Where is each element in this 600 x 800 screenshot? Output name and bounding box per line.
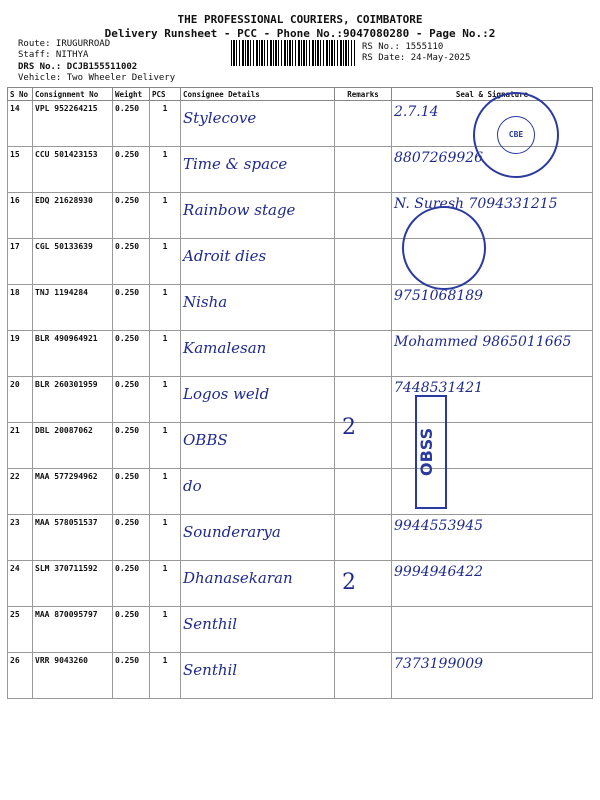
row-weight: 0.250: [113, 101, 150, 147]
row-sno: 16: [8, 193, 33, 239]
row-sno: 26: [8, 653, 33, 699]
row-weight: 0.250: [113, 147, 150, 193]
row-pcs: 1: [150, 653, 181, 699]
col-pcs: PCS: [150, 88, 181, 101]
row-sno: 21: [8, 423, 33, 469]
row-pcs: 1: [150, 423, 181, 469]
row-consignee: OBBS: [181, 423, 335, 469]
row-signature: N. Suresh 7094331215: [392, 193, 593, 239]
row-consignee: Senthil: [181, 653, 335, 699]
row-weight: 0.250: [113, 331, 150, 377]
barcode-image: [231, 40, 355, 66]
row-remarks: [335, 515, 392, 561]
row-weight: 0.250: [113, 515, 150, 561]
row-sno: 24: [8, 561, 33, 607]
vehicle-label: Vehicle: Two Wheeler Delivery: [18, 73, 176, 83]
row-sno: 20: [8, 377, 33, 423]
row-signature: 9944553945: [392, 515, 593, 561]
adroit-seal-stamp: [402, 206, 486, 290]
row-consignee: Senthil: [181, 607, 335, 653]
row-pcs: 1: [150, 469, 181, 515]
table-row: [8, 423, 593, 469]
row-pcs: 1: [150, 101, 181, 147]
brace-count: 2: [342, 415, 356, 440]
row-weight: 0.250: [113, 653, 150, 699]
staff-label: Staff: NITHYA: [18, 50, 89, 60]
table-row: [8, 561, 593, 607]
table-row: [8, 377, 593, 423]
row-signature: 7448531421: [392, 377, 593, 423]
row-consignee: Logos weld: [181, 377, 335, 423]
row-consignment-no: SLM 370711592: [33, 561, 113, 607]
row-pcs: 1: [150, 193, 181, 239]
row-remarks: [335, 331, 392, 377]
table-row: [8, 193, 593, 239]
row-consignee: Kamalesan: [181, 331, 335, 377]
row-sno: 22: [8, 469, 33, 515]
row-pcs: 1: [150, 285, 181, 331]
row-consignee: Sounderarya: [181, 515, 335, 561]
row-pcs: 1: [150, 377, 181, 423]
drs-value: DCJB155511002: [66, 62, 138, 72]
row-consignment-no: CCU 501423153: [33, 147, 113, 193]
company-title: THE PROFESSIONAL COURIERS, COIMBATORE: [177, 13, 423, 26]
row-weight: 0.250: [113, 377, 150, 423]
table-row: [8, 239, 593, 285]
row-remarks: [335, 469, 392, 515]
obss-stamp: OBSS: [415, 395, 447, 509]
row-consignment-no: MAA 578051537: [33, 515, 113, 561]
col-consignment: Consignment No: [33, 88, 113, 101]
row-weight: 0.250: [113, 469, 150, 515]
seal-center-text: CBE: [497, 116, 535, 154]
row-consignee: Adroit dies: [181, 239, 335, 285]
row-weight: 0.250: [113, 607, 150, 653]
row-consignee: Stylecove: [181, 101, 335, 147]
table-row: [8, 515, 593, 561]
row-consignment-no: BLR 260301959: [33, 377, 113, 423]
row-pcs: 1: [150, 147, 181, 193]
row-weight: 0.250: [113, 285, 150, 331]
table-row: [8, 331, 593, 377]
row-weight: 0.250: [113, 239, 150, 285]
col-sno: S No: [8, 88, 33, 101]
runsheet-table: [7, 87, 593, 699]
col-seal-signature: Seal & Signature: [392, 88, 593, 101]
row-remarks: [335, 193, 392, 239]
table-row: [8, 469, 593, 515]
row-consignment-no: VRR 9043260: [33, 653, 113, 699]
table-row: [8, 607, 593, 653]
row-sno: 25: [8, 607, 33, 653]
row-consignment-no: MAA 577294962: [33, 469, 113, 515]
row-consignment-no: CGL 50133639: [33, 239, 113, 285]
row-remarks: [335, 239, 392, 285]
row-signature: 9751068189: [392, 285, 593, 331]
row-consignment-no: VPL 952264215: [33, 101, 113, 147]
row-signature: 9994946422: [392, 561, 593, 607]
row-weight: 0.250: [113, 561, 150, 607]
drs-label: DRS No.:: [18, 62, 62, 72]
row-signature: 2.7.14: [392, 101, 593, 147]
col-remarks: Remarks: [335, 88, 392, 101]
row-consignment-no: EDQ 21628930: [33, 193, 113, 239]
runsheet-subtitle: Delivery Runsheet - PCC - Phone No.:9047080280 - Page No.:2: [104, 27, 496, 40]
row-signature: Mohammed 9865011665: [392, 331, 593, 377]
row-signature: 7373199009: [392, 653, 593, 699]
row-pcs: 1: [150, 515, 181, 561]
rs-number: RS No.: 1555110: [362, 42, 444, 52]
row-signature: 8807269926: [392, 147, 593, 193]
row-sno: 23: [8, 515, 33, 561]
row-consignee: do: [181, 469, 335, 515]
row-consignee: Time & space: [181, 147, 335, 193]
remarks-brace: [342, 570, 356, 595]
row-consignee: Dhanasekaran: [181, 561, 335, 607]
row-pcs: 1: [150, 331, 181, 377]
row-consignment-no: MAA 870095797: [33, 607, 113, 653]
row-sno: 18: [8, 285, 33, 331]
brace-count: 2: [342, 570, 356, 595]
company-seal-stamp: [473, 92, 559, 178]
row-remarks: [335, 653, 392, 699]
drs-number: [18, 62, 137, 72]
row-sno: 14: [8, 101, 33, 147]
row-pcs: 1: [150, 607, 181, 653]
row-signature: [392, 607, 593, 653]
row-pcs: 1: [150, 561, 181, 607]
row-remarks: [335, 285, 392, 331]
table-row: [8, 285, 593, 331]
remarks-brace: [342, 415, 356, 440]
col-weight: Weight: [113, 88, 150, 101]
row-pcs: 1: [150, 239, 181, 285]
row-sno: 17: [8, 239, 33, 285]
row-consignee: Nisha: [181, 285, 335, 331]
row-remarks: [335, 607, 392, 653]
row-consignee: Rainbow stage: [181, 193, 335, 239]
row-consignment-no: DBL 20087062: [33, 423, 113, 469]
row-consignment-no: BLR 490964921: [33, 331, 113, 377]
row-sno: 19: [8, 331, 33, 377]
row-consignment-no: TNJ 1194284: [33, 285, 113, 331]
row-remarks: [335, 147, 392, 193]
col-consignee: Consignee Details: [181, 88, 335, 101]
row-sno: 15: [8, 147, 33, 193]
table-row: [8, 653, 593, 699]
row-remarks: [335, 101, 392, 147]
row-weight: 0.250: [113, 193, 150, 239]
row-weight: 0.250: [113, 423, 150, 469]
route-label: Route: IRUGURROAD: [18, 39, 111, 49]
rs-date: RS Date: 24-May-2025: [362, 53, 471, 63]
